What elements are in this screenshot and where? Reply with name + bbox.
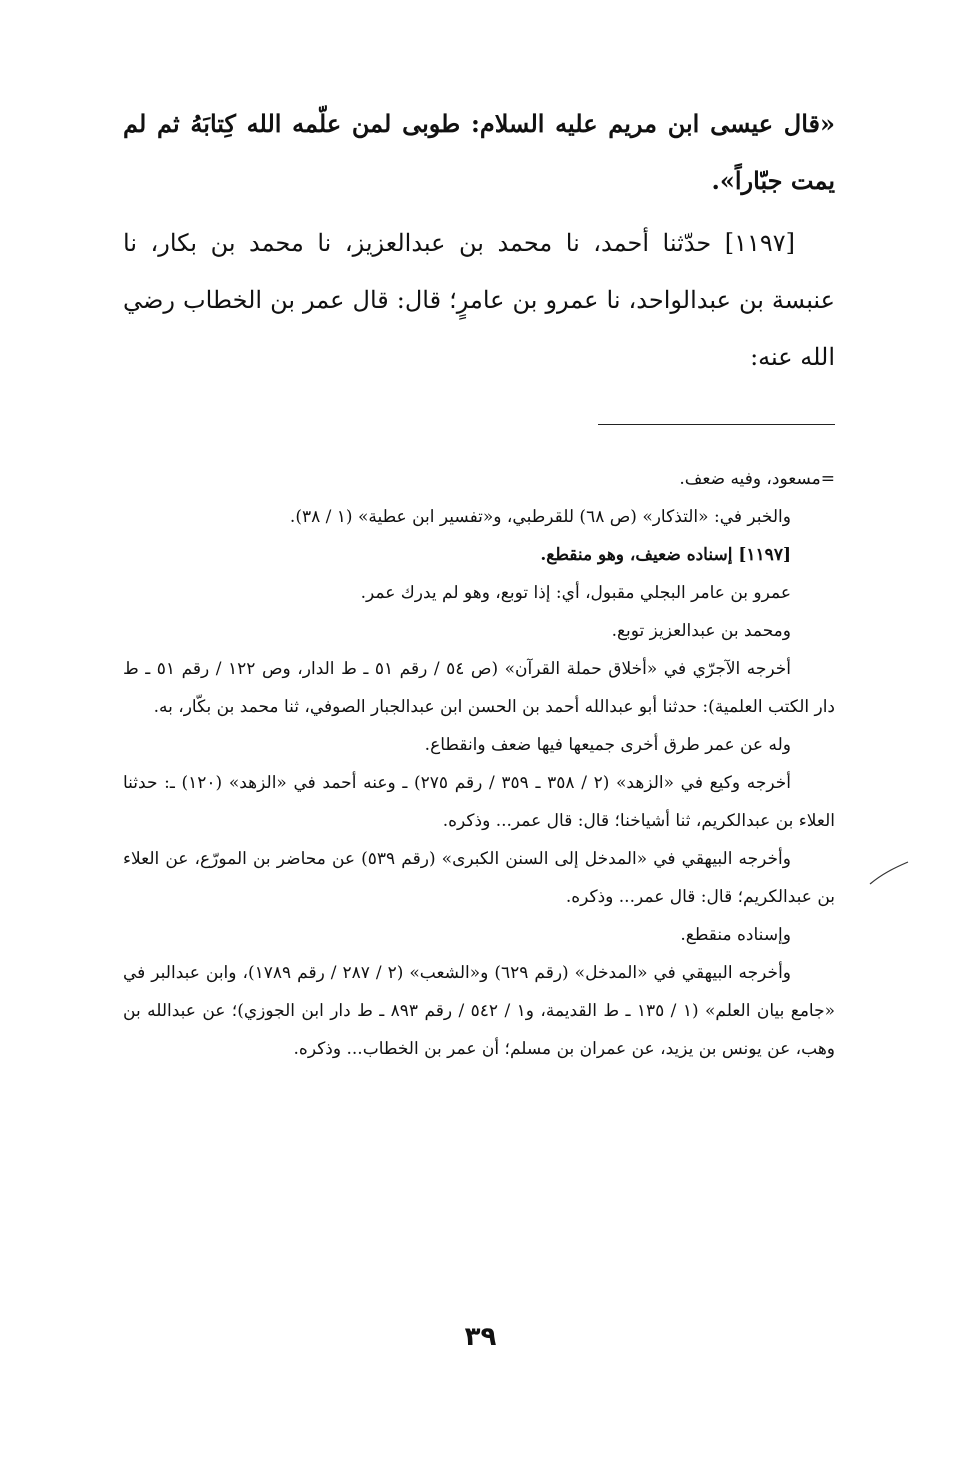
footnote-line: ومحمد بن عبدالعزيز توبع. [611, 621, 791, 641]
footnotes [123, 460, 835, 1068]
quote-paragraph: «قال عيسى ابن مريم عليه السلام: طوبى لمن علّمه الله كِتابَهُ ثم لم يمت جبّاراً». [123, 109, 835, 195]
footnote-line: وأخرجه البيهقي في «المدخل إلى السنن الكبرى» (رقم ٥٣٩) عن محاضر بن المورّع، عن العلاء بن عبدالكريم؛ قال: قال عمر... وذكره. [123, 849, 835, 907]
footnote-line: والخبر في: «التذكار» (ص ٦٨) للقرطبي، و«تفسير ابن عطية» (١ / ٣٨). [289, 507, 791, 527]
footnote-line: أخرجه الآجرّي في «أخلاق حملة القرآن» (ص ٥٤ / رقم ٥١ ـ ط الدار، وص ١٢٢ / رقم ٥١ ـ ط دار الكتب العلمية): حدثنا أبو عبدالله أحمد بن الحسن ابن عبدالجبار الصوفي، ثنا محمد بن بكّار، به. [123, 659, 835, 717]
footnote-line: =مسعود، وفيه ضعف. [679, 469, 835, 489]
footnote-line: وإسناده منقطع. [680, 925, 791, 945]
footnote-line: وأخرجه البيهقي في «المدخل» (رقم ٦٢٩) و«الشعب» (٢ / ٢٨٧ / رقم ١٧٨٩)، وابن عبدالبر في «جامع بيان العلم» (١ / ١٣٥ ـ ط القديمة، و١ / ٥٤٢ / رقم ٨٩٣ ـ ط دار ابن الجوزي)؛ عن عبدالله بن وهب، عن يونس بن يزيد، عن عمران بن مسلم؛ أن عمر بن الخطاب... وذكره. [123, 963, 836, 1059]
footnote-heading: [١١٩٧] إسناده ضعيف، وهو منقطع. [540, 545, 791, 565]
page-number: ٣٩ [464, 1322, 497, 1352]
footnote-line: عمرو بن عامر البجلي مقبول، أي: إذا توبع، وهو لم يدرك عمر. [360, 583, 791, 603]
hadith-paragraph: [١١٩٧] حدّثنا أحمد، نا محمد بن عبدالعزيز، نا محمد بن بكار، نا عنبسة بن عبدالواحد، نا عمرو بن عامرٍ؛ قال: قال عمر بن الخطاب رضي الله عنه: [123, 229, 835, 371]
footnote-line: أخرجه وكيع في «الزهد» (٢ / ٣٥٨ ـ ٣٥٩ / رقم ٢٧٥) ـ وعنه أحمد في «الزهد» (١٢٠) ـ: حدثنا العلاء بن عبدالكريم، ثنا أشياخنا؛ قال: قال عمر... وذكره. [123, 773, 835, 831]
stray-pen-mark [868, 860, 910, 886]
footnote-line: وله عن عمر طرق أخرى جميعها فيها ضعف وانقطاع. [424, 735, 791, 755]
footnote-separator [598, 424, 835, 425]
main-text [123, 95, 835, 386]
